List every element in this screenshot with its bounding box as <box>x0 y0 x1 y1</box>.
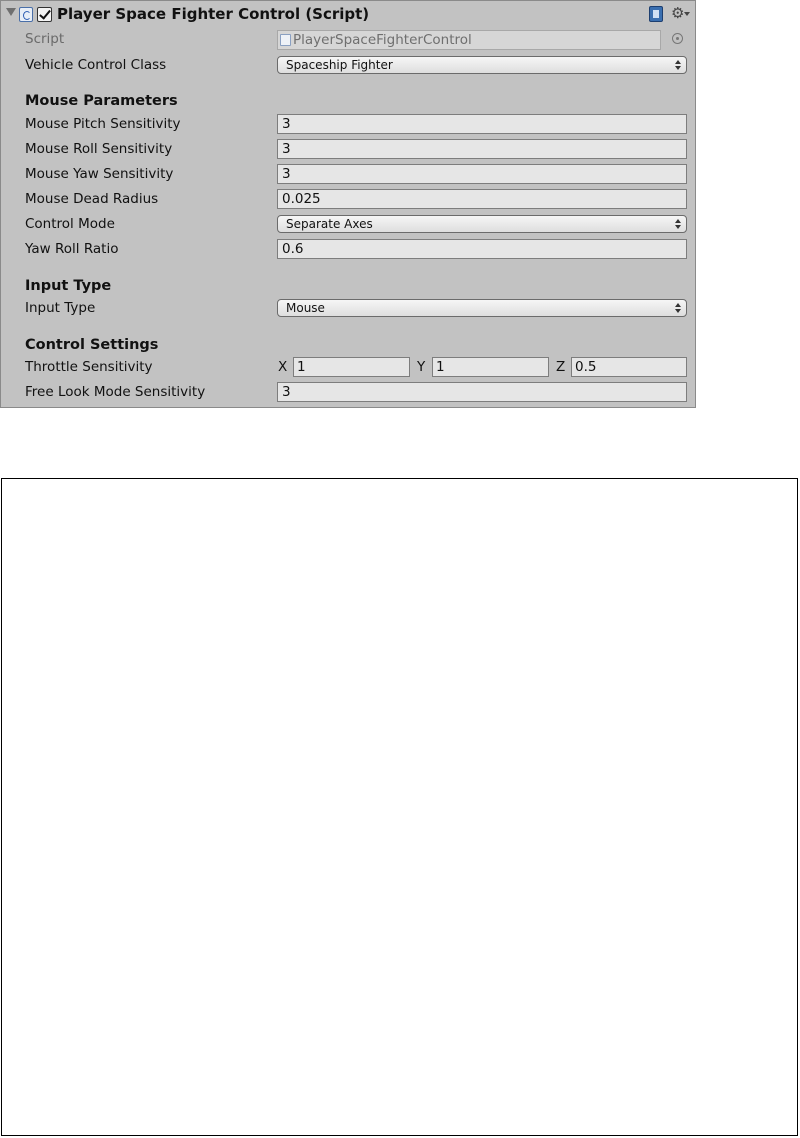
empty-frame <box>1 478 798 1136</box>
vehicle-control-class-dropdown[interactable] <box>277 56 687 74</box>
mouse-dead-radius-label: Mouse Dead Radius <box>25 191 159 207</box>
script-value: PlayerSpaceFighterControl <box>293 32 472 48</box>
control-settings-heading: Control Settings <box>25 337 159 353</box>
input-type-heading: Input Type <box>25 278 112 294</box>
control-mode-label: Control Mode <box>25 216 115 232</box>
component-enabled-checkbox-icon[interactable] <box>37 7 52 22</box>
yaw-roll-ratio-label: Yaw Roll Ratio <box>25 241 119 257</box>
csharp-script-icon <box>19 7 33 22</box>
gear-icon[interactable]: ⚙ <box>671 3 684 23</box>
help-book-icon[interactable] <box>649 6 663 22</box>
yaw-roll-ratio-field[interactable]: 0.6 <box>277 239 687 259</box>
mouse-yaw-sensitivity-label: Mouse Yaw Sensitivity <box>25 166 174 182</box>
mouse-roll-sensitivity-label: Mouse Roll Sensitivity <box>25 141 173 157</box>
gear-caret-icon <box>684 12 690 16</box>
dropdown-arrows-icon <box>675 303 681 313</box>
inspector-component <box>0 0 696 408</box>
throttle-z-label: Z <box>556 359 566 375</box>
input-type-label: Input Type <box>25 300 96 316</box>
throttle-x-label: X <box>278 359 288 375</box>
foldout-triangle-icon[interactable] <box>6 8 16 16</box>
mouse-parameters-heading: Mouse Parameters <box>25 93 178 109</box>
vehicle-control-class-value: Spaceship Fighter <box>286 58 393 72</box>
dropdown-arrows-icon <box>675 60 681 70</box>
throttle-x-field[interactable]: 1 <box>293 357 410 377</box>
script-object-field[interactable] <box>277 30 661 50</box>
mouse-pitch-sensitivity-field[interactable]: 3 <box>277 114 687 134</box>
mouse-pitch-sensitivity-label: Mouse Pitch Sensitivity <box>25 116 181 132</box>
vehicle-control-class-label: Vehicle Control Class <box>25 57 167 73</box>
object-picker-icon[interactable] <box>672 33 683 44</box>
csharp-script-icon <box>280 34 291 46</box>
throttle-y-field[interactable]: 1 <box>432 357 549 377</box>
script-label: Script <box>25 31 65 47</box>
throttle-z-field[interactable]: 0.5 <box>571 357 687 377</box>
dropdown-arrows-icon <box>675 219 681 229</box>
control-mode-value: Separate Axes <box>286 217 373 231</box>
throttle-sensitivity-label: Throttle Sensitivity <box>25 359 153 375</box>
component-title: Player Space Fighter Control (Script) <box>57 5 370 23</box>
free-look-mode-sensitivity-label: Free Look Mode Sensitivity <box>25 384 206 400</box>
component-header <box>1 1 695 31</box>
free-look-mode-sensitivity-field[interactable]: 3 <box>277 382 687 402</box>
mouse-yaw-sensitivity-field[interactable]: 3 <box>277 164 687 184</box>
input-type-dropdown[interactable] <box>277 299 687 317</box>
input-type-value: Mouse <box>286 301 325 315</box>
control-mode-dropdown[interactable] <box>277 215 687 233</box>
mouse-roll-sensitivity-field[interactable]: 3 <box>277 139 687 159</box>
mouse-dead-radius-field[interactable]: 0.025 <box>277 189 687 209</box>
throttle-y-label: Y <box>417 359 426 375</box>
